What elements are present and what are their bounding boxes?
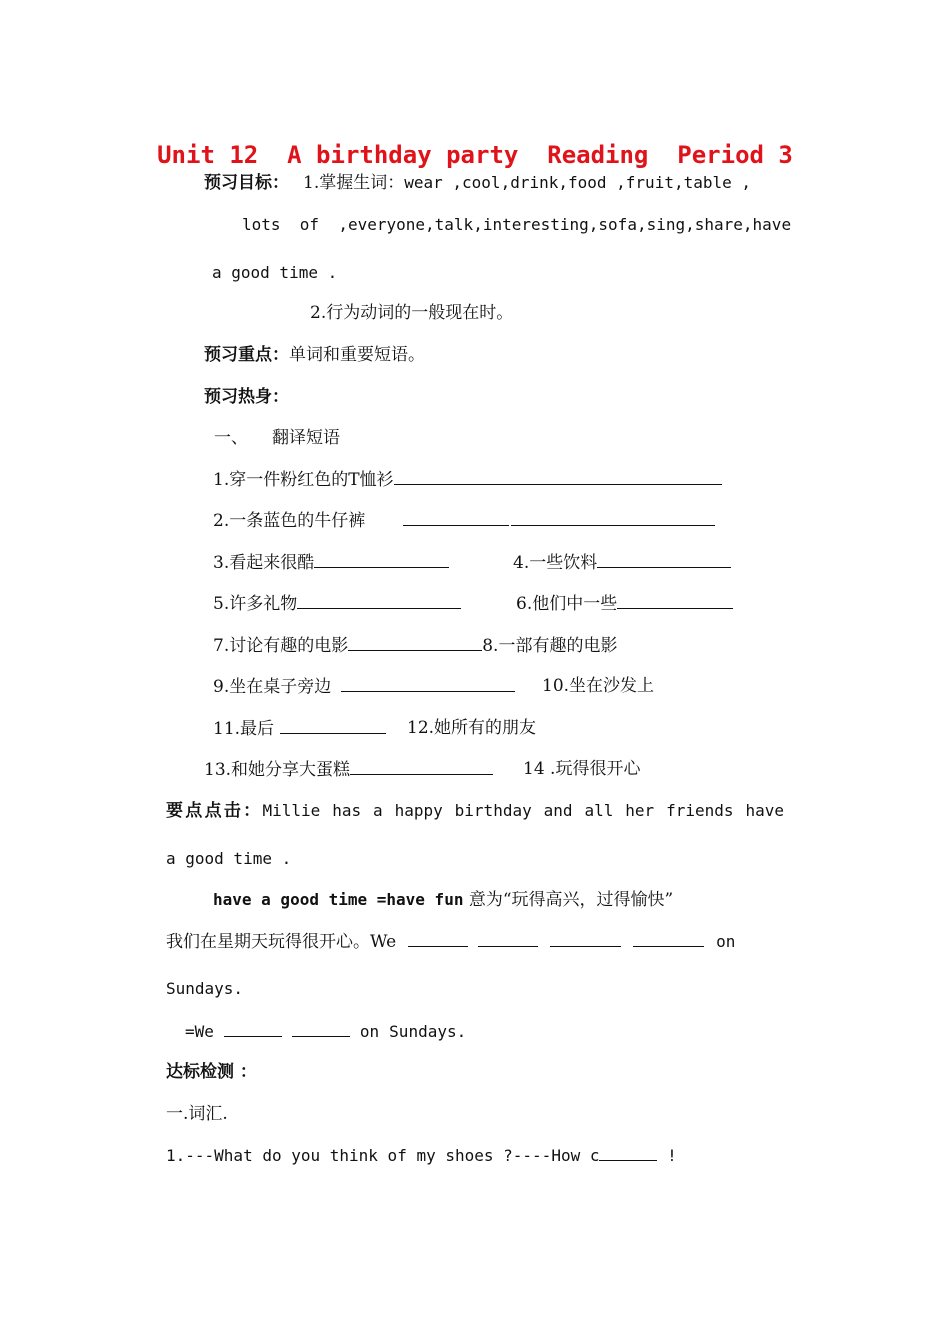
answer-blank-13[interactable]	[350, 758, 493, 775]
keypoints-alt-line	[185, 1020, 466, 1043]
phrase-row-13	[204, 758, 493, 781]
keypoints-label: 要点点击：	[166, 801, 263, 821]
phrase-row-1	[213, 468, 722, 491]
answer-blank-2b[interactable]	[511, 509, 715, 526]
goals-item2: 2.行为动词的一般现在时。	[310, 303, 514, 323]
answer-blank-3[interactable]	[314, 551, 449, 568]
phrase-row-6	[516, 592, 733, 615]
test-section: 一.词汇.	[166, 1104, 228, 1124]
keypoints-phrase: have a good time =have fun	[213, 890, 464, 909]
phrase-3: 3.看起来很酷	[213, 553, 315, 573]
goals-item1-words-2: lots of ,everyone,talk,interesting,sofa,sing,share,have	[242, 215, 792, 234]
page-title: Unit 12 A birthday party Reading Period 3	[157, 141, 793, 169]
phrase-row-11	[213, 717, 386, 740]
keypoints-alt-end: Sundays.	[389, 1022, 467, 1041]
phrase-6: 6.他们中一些	[516, 594, 618, 614]
keypoints-sentence-2: a good time .	[166, 849, 292, 868]
answer-blank-1[interactable]	[394, 468, 722, 485]
section1-heading	[214, 427, 340, 449]
phrase-10: 10.坐在沙发上	[542, 676, 655, 696]
answer-blank-4[interactable]	[597, 551, 731, 568]
example-blank-4[interactable]	[633, 930, 704, 947]
focus-line	[204, 344, 425, 366]
keypoints-phrase-line	[213, 889, 673, 911]
alt-blank-2[interactable]	[292, 1020, 350, 1037]
section1-title: 翻译短语	[272, 428, 340, 448]
answer-blank-11[interactable]	[280, 717, 386, 734]
goals-item1-words-1: wear ,cool,drink,food ,fruit,table ,	[404, 173, 752, 192]
keypoints-example-end: Sundays.	[166, 979, 244, 998]
phrase-12: 12.她所有的朋友	[407, 718, 537, 738]
test-question-1-end: !	[657, 1146, 677, 1165]
answer-blank-9[interactable]	[341, 675, 515, 692]
test-question-1	[166, 1144, 677, 1167]
phrase-4: 4.一些饮料	[513, 553, 598, 573]
goals-label: 预习目标：	[204, 173, 289, 193]
keypoints-example-on: on	[716, 932, 736, 951]
phrase-row-10	[542, 675, 654, 697]
answer-blank-2a[interactable]	[403, 509, 509, 526]
test-label: 达标检测 ：	[166, 1062, 257, 1082]
phrase-2: 2.一条蓝色的牛仔裤	[213, 511, 366, 531]
answer-blank-5[interactable]	[297, 592, 461, 609]
alt-blank-1[interactable]	[224, 1020, 282, 1037]
test-question-1-blank[interactable]	[599, 1144, 657, 1161]
phrase-row-5	[213, 592, 461, 615]
answer-blank-6[interactable]	[617, 592, 733, 609]
phrase-row-12	[407, 717, 536, 739]
phrase-row-2	[213, 509, 715, 532]
section1-num: 一、	[214, 428, 248, 448]
phrase-row-7	[213, 634, 617, 657]
keypoints-alt-prefix: =We	[185, 1022, 214, 1041]
warmup-label: 预习热身：	[204, 387, 289, 407]
example-blank-3[interactable]	[550, 930, 621, 947]
phrase-row-4	[513, 551, 731, 574]
phrase-8: 8.一部有趣的电影	[482, 636, 618, 656]
keypoints-example-line	[166, 930, 784, 953]
phrase-11: 11.最后	[213, 719, 275, 739]
answer-blank-7[interactable]	[348, 634, 482, 651]
phrase-5: 5.许多礼物	[213, 594, 298, 614]
phrase-7: 7.讨论有趣的电影	[213, 636, 349, 656]
test-question-1-text: 1.---What do you think of my shoes ?----How c	[166, 1146, 600, 1165]
goals-item1-prefix: 1.掌握生词：	[303, 173, 405, 193]
phrase-1: 1.穿一件粉红色的T恤衫	[213, 470, 394, 490]
phrase-row-9	[213, 675, 515, 698]
phrase-14: 14 .玩得很开心	[523, 759, 641, 779]
example-blank-2[interactable]	[478, 930, 538, 947]
focus-label: 预习重点：	[204, 345, 289, 365]
keypoints-example-cn: 我们在星期天玩得很开心。We	[166, 932, 397, 952]
phrase-13: 13.和她分享大蛋糕	[204, 760, 351, 780]
phrase-row-14	[523, 758, 640, 780]
example-blank-1[interactable]	[408, 930, 468, 947]
goals-line-1	[204, 172, 751, 194]
keypoints-sentence-1: Millie has a happy birthday and all her friends have	[262, 801, 785, 820]
goals-item1-words-3: a good time .	[212, 263, 338, 282]
keypoints-line-1	[166, 800, 784, 822]
keypoints-phrase-meaning: 意为“玩得高兴，过得愉快”	[463, 890, 674, 910]
phrase-row-3	[213, 551, 449, 574]
keypoints-alt-on: on	[359, 1022, 380, 1041]
focus-text: 单词和重要短语。	[289, 345, 425, 365]
phrase-9: 9.坐在桌子旁边	[213, 677, 332, 697]
